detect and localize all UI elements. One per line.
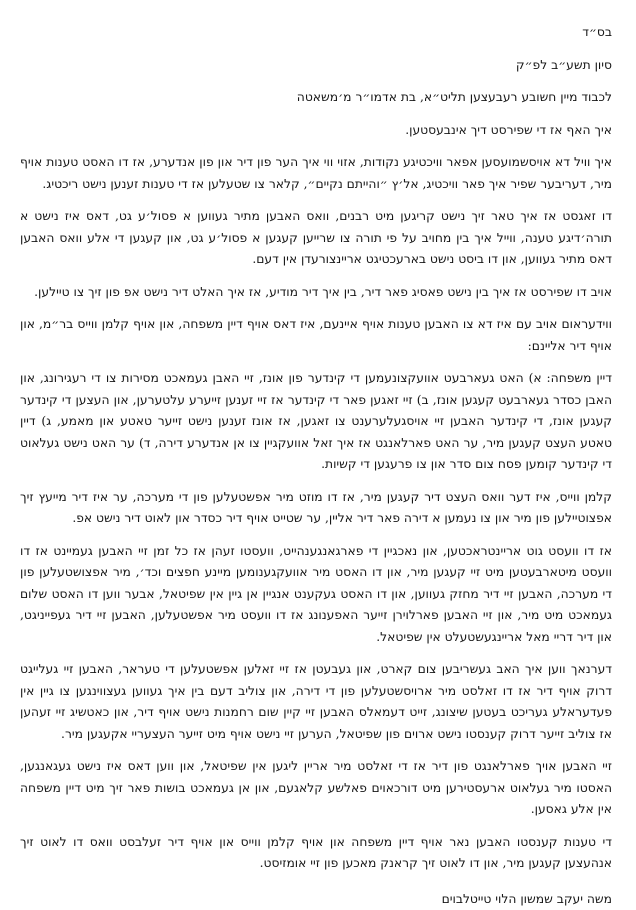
letter-paragraph-claims-targets: ווידעראום אויב עם איז דא צו האבען טענות אויף איינעם, איז דאס אויף דיין משפחה, און אויף קלמן ווייס בר״מ, און אויף דיר אליינם: (20, 314, 612, 357)
letter-paragraph-kalman-weiss: קלמן ווייס, איז דער וואס העצט דיר קעגען מיר, אז דו מוזט מיר אפשטעלען פון די מערכה, ער איז דיר מייעץ זיך אפצוטיילען פון מיר און צו נעמען א דירה פאר דיר אליין, ער שטייט אויף דיר כסדר און לאוט דיר נישט אפ. (20, 487, 612, 530)
letter-paragraph-court: דערנאך ווען איך האב געשריבען צום קארט, און געבעטן אז זיי זאלען אפשטעלען די טעראר, האבען זיי געלייגט דרוק אויף דיר אז דו זאלסט מיר ארויסשטעלען פון די דירה, און צוליב דעם בין איך געווען געצווינגען צו גיין אין פעדעראלע געריכט בעטען שיצונג, זייט דעמאלס האבען זיי קיין שום רחמנות נישט אויף דיר, און כאטשיג זיי זעהען אז צוליב זייער דרוק קענסטו נישט ארוים פון שפיטאל, הערען זיי נישט אויף מיט זייער העצעריי אקעגען מיר. (20, 659, 612, 745)
signature-line: משה יעקב שמשון הלוי טייטלבוים (20, 889, 612, 910)
bsd-header: בס״ד (20, 22, 612, 44)
letter-paragraph-past-reflection: אז דו וועסט גוט אריינטראכטען, און נאכגיין די פארגאנגענהייט, וועסטו זעהן אז כל זמן זיי האבען געמיינט אז דו וועסט מיטארבעטען מיט זיי קעגען מיר, און דו האסט מיר אוועקגענומען מיינע חפצים וכד׳, מיר אפצושטעלען פון די מערכה, האבען זיי דיר מחזק געווען, און דו האסט געקענט אנגיין אן גיין אין שפיטאל, אבער ווען דו האסט שלום געמאכט מיט מיר, און זיי האבען פארלוירן זייער האפענונג אז דו וועסט מיר אפשטעלען, האבען זיי דיר געפייניגט, און דיר דריי מאל אריינגעשטעלט אין שפיטאל. (20, 541, 612, 649)
date-line: סיון תשע״ב לפ״ק (20, 55, 612, 77)
letter-paragraph-points-intro: איך וויל דא אויסשמועסען אפאר וויכטיגע נקודות, אזוי ווי איך הער פון דיר און פון אנדערע, אז דו האסט טענות אויף מיר, דעריבער שפיר איך פאר וויכטיג, אל׳ץ ״והייתם נקיים״, קלאר צו שטעלען אז די טענות זענען נישט ריכטיג. (20, 152, 612, 195)
letter-paragraph-conclusion: די טענות קענסטו האבען נאר אויף דיין משפחה און אויף קלמן ווייס און אויף דיר זעלבסט וואס דו לאוט זיך אנהעצען קעגען מיר, און דו לאוט זיך קראנק מאכען פון זיי אומזיסט. (20, 832, 612, 875)
letter-paragraph-hospital-arrest: זיי האבען אויך פארלאנגט פון דיר אז די זאלסט מיר אריין ליגען אין שפיטאל, און ווען דאס איז נישט געגאנגען, האסטו מיר געלאוט ארעסטירען מיט דורכאוים פאלשע קלאגעם, און אן געמאכט בושות פאר זיך מיט דיין משפחה אין אלע גאסען. (20, 756, 612, 821)
salutation-line: לכבוד מיין חשובע רעבעצען תליט״א, בת אדמו״ר מ׳משאטה (20, 87, 612, 109)
opening-line: איך האף אז די שפירסט דיך אינבעסטען. (20, 120, 612, 142)
letter-paragraph-notice: אויב דו שפירסט אז איך בין נישט פאסיג פאר דיר, בין איך דיר מודיע, אז איך האלט דיר נישט אפ פון זיך צו טיילען. (20, 282, 612, 304)
letter-paragraph-family: דיין משפחה: א) האט געארבעט אוועקצונעמען די קינדער פון אונז, זיי האבן געמאכט מסירות צו די רעגירונג, און האבן כסדר געארבעט קעגען אונז, ב) זיי זאגען פאר די קינדער אז זיי זענען זייערע עלטערען, און העצען די קינדער קעגען אונז, די קינדער האבען זיי אויסגעלערענט צו זאגען, אז אונז זענען נישט זייער טאטע און מאמע, ג) דיין טאטע העצט קעגען מיר, ער האט פארלאנגט אז איך זאל אוועקגיין צו אן אנדערע דירה, ד) ער האט נישט געלאוט די קינדער קומען פסח צום סדר און צו פרעגען די קשיות. (20, 368, 612, 476)
letter-paragraph-rabbonim: דו זאגסט אז איך טאר זיך נישט קריגען מיט רבנים, וואס האבען מתיר געווען א פסול׳ע גט, דאס איז נישט א תורה׳דיגע טענה, ווייל איך בין מחויב על פי תורה צו שרייען קעגען א פסול׳ע גט, און קעגען די אלע וואס האבען דאס מתיר געווען, און דו ביסט נישט בארעכטיגט אריינצורעדן אין דעם. (20, 206, 612, 271)
